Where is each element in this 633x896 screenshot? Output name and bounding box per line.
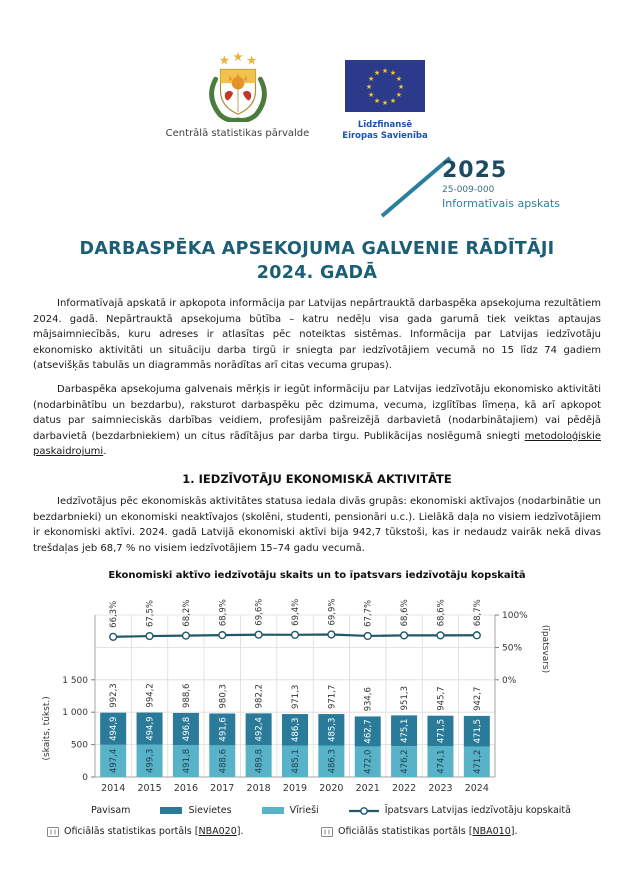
svg-text:(īpatsvars): (īpatsvars) xyxy=(540,625,550,674)
svg-text:1 500: 1 500 xyxy=(62,676,88,687)
svg-text:971,3: 971,3 xyxy=(291,685,301,710)
legend-item-īpatsvars xyxy=(349,805,571,816)
footer-item-nba010: Oficiālās statistikas portāls [NBA010]. xyxy=(317,826,601,837)
svg-text:★: ★ xyxy=(381,67,389,75)
chart-title: Ekonomiski aktīvo iedzīvotāju skaits un to īpatsvars iedzīvotāju kopskaitā xyxy=(108,570,526,582)
svg-text:2016: 2016 xyxy=(173,783,199,795)
svg-text:67,7%: 67,7% xyxy=(363,600,374,628)
svg-text:472,0: 472,0 xyxy=(363,749,374,775)
nba020-link[interactable]: NBA020 xyxy=(198,826,237,838)
methodology-link[interactable]: metodoloģiskie paskaidrojumi xyxy=(33,430,601,458)
svg-text:471,5: 471,5 xyxy=(436,719,447,744)
svg-text:★: ★ xyxy=(395,91,403,99)
eu-flag-block xyxy=(341,60,429,141)
svg-text:★: ★ xyxy=(373,96,381,105)
svg-text:471,5: 471,5 xyxy=(472,719,483,744)
paragraph-1: Informatīvajā apskatā ir apkopota informācija par Latvijas nepārtrauktā darbaspēka apsekojuma rezultātiem 2024. gadā. Nepārtrauktā apsekojuma būtība – katru nedēļu visa gada garumā tiek veiktas aptaujas mājsaimniecībās, kuru adreses ir atlasītas pēc noteiktas sistēmas. Informācija par Latvijas iedzīvotāju ekonomisko aktivitāti un situāciju darba tirgū ir sniegta par iedzīvotājiem vecumā no 15 līdz 74 gadiem (atsevišķās tabulās un diagrammās norādītas arī citas vecuma grupas). xyxy=(33,298,601,372)
svg-text:★: ★ xyxy=(367,75,375,83)
svg-text:★: ★ xyxy=(218,52,230,68)
svg-text:100%: 100% xyxy=(502,611,528,622)
svg-text:462,7: 462,7 xyxy=(363,719,374,744)
svg-text:★: ★ xyxy=(373,69,381,78)
svg-text:69,6%: 69,6% xyxy=(254,598,265,627)
legend-item-pavisam xyxy=(63,805,130,816)
svg-text:68,9%: 68,9% xyxy=(218,599,229,627)
svg-text:485,3: 485,3 xyxy=(327,717,338,743)
svg-text:(skaits, tūkst.): (skaits, tūkst.) xyxy=(42,696,52,761)
svg-text:★: ★ xyxy=(397,83,405,91)
csb-logo-block xyxy=(160,52,315,139)
svg-text:489,8: 489,8 xyxy=(254,749,265,774)
paragraph-2: Darbaspēka apsekojuma galvenais mērķis ir iegūt informāciju par Latvijas iedzīvotāju ekonomisko aktivitāti (nodarbinātību un bezdarbu), raksturot darbaspēku pēc dzimuma, vecuma, izglītības līmeņa, kā arī apkopot datus par saimnieciskās darbības veidiem, profesijām pašreizējā darbavietā (nodarbinātajiem) vai pēdējā darbavietā (bezdarbniekiem) un citus rādītājus par darba tirgu. Publikācijas noslēgumā sniegti metodoloģiskie paskaidrojumi. xyxy=(33,383,601,458)
svg-text:476,2: 476,2 xyxy=(400,749,411,775)
svg-text:486,3: 486,3 xyxy=(327,749,338,774)
svg-text:971,7: 971,7 xyxy=(327,685,338,710)
svg-text:66,3%: 66,3% xyxy=(109,601,120,629)
svg-text:2019: 2019 xyxy=(282,783,308,795)
svg-text:934,6: 934,6 xyxy=(363,687,374,712)
legend-label: Īpatsvars Latvijas iedzīvotāju kopskaitā xyxy=(384,805,571,817)
legend-label: Sievietes xyxy=(188,805,232,817)
svg-text:486,3: 486,3 xyxy=(291,717,301,743)
svg-text:1 000: 1 000 xyxy=(62,708,88,719)
page-title: DARBASPĒKA APSEKOJUMA GALVENIE RĀDĪTĀJI 2024. GADĀ xyxy=(79,239,555,283)
svg-text:980,3: 980,3 xyxy=(218,684,229,709)
section-1-heading: 1. IEDZĪVOTĀJU EKONOMISKĀ AKTIVITĀTE xyxy=(182,471,452,486)
line-marker-icon xyxy=(349,806,379,816)
svg-text:0%: 0% xyxy=(502,676,517,687)
svg-text:982,2: 982,2 xyxy=(254,684,265,709)
publication-type: Informatīvais apskats xyxy=(442,197,560,210)
svg-text:68,6%: 68,6% xyxy=(436,599,447,627)
publication-year: 2025 xyxy=(442,158,508,183)
paragraph-3: Iedzīvotājus pēc ekonomiskās aktivitātes statusa iedala divās grupās: ekonomiski aktīvajos (nodarbinātie un bezdarbnieki) un ekonomiski neaktīvajos (skolēni, studenti, pensionāri u.c.). Lielākā daļa no visiem iedzīvotājiem ir ekonomiski aktīvi. 2024. gadā Latvijā ekonomiski aktīvi bija 942,7 tūkstoši, kas ir nedaudz vairāk nekā divas trešdaļas jeb 68,7 % no visiem iedzīvotājiem 15–74 gadu vecumā. xyxy=(33,495,601,554)
svg-text:491,8: 491,8 xyxy=(181,749,192,774)
legend-label: Vīrieši xyxy=(289,805,319,817)
svg-text:2017: 2017 xyxy=(210,783,235,795)
svg-text:471,2: 471,2 xyxy=(472,749,483,775)
legend-item-vīrieši xyxy=(262,805,319,816)
svg-text:69,4%: 69,4% xyxy=(291,599,301,627)
eu-flag-icon xyxy=(345,60,425,112)
svg-text:★: ★ xyxy=(381,99,389,107)
svg-text:2021: 2021 xyxy=(355,783,380,795)
eu-flag-caption: Līdzfinansē Eiropas Savienība xyxy=(342,120,428,141)
svg-text:★: ★ xyxy=(395,75,403,83)
svg-text:945,7: 945,7 xyxy=(436,686,447,712)
legend-swatch xyxy=(160,807,182,814)
svg-text:★: ★ xyxy=(367,91,375,99)
svg-text:67,5%: 67,5% xyxy=(145,600,156,628)
svg-text:2015: 2015 xyxy=(137,783,162,795)
svg-text:494,9: 494,9 xyxy=(109,716,120,742)
org-name: Centrālā statistikas pārvalde xyxy=(165,128,310,139)
publication-code: 25-009-000 xyxy=(442,185,495,195)
activity-chart-svg xyxy=(35,585,595,799)
svg-text:499,3: 499,3 xyxy=(145,748,156,774)
svg-text:500: 500 xyxy=(70,740,88,751)
document-body xyxy=(33,296,601,837)
svg-text:68,2%: 68,2% xyxy=(181,599,192,627)
legend-swatch xyxy=(262,807,284,814)
publication-info xyxy=(378,152,608,230)
svg-text:★: ★ xyxy=(389,69,397,78)
svg-text:★: ★ xyxy=(389,96,397,105)
svg-text:2022: 2022 xyxy=(391,783,417,795)
svg-text:491,6: 491,6 xyxy=(218,717,229,742)
svg-text:68,7%: 68,7% xyxy=(472,599,483,627)
svg-text:2020: 2020 xyxy=(319,783,344,795)
svg-text:69,9%: 69,9% xyxy=(327,598,338,626)
svg-text:942,7: 942,7 xyxy=(472,686,483,712)
footer-item-nba020: Oficiālās statistikas portāls [NBA020]. xyxy=(33,826,317,837)
svg-text:994,2: 994,2 xyxy=(145,683,156,708)
chart-legend xyxy=(33,805,601,816)
svg-text:50%: 50% xyxy=(502,643,523,654)
legend-item-sievietes xyxy=(160,805,231,816)
portal-icon xyxy=(47,827,59,837)
svg-text:475,1: 475,1 xyxy=(400,718,411,744)
svg-text:492,4: 492,4 xyxy=(254,717,265,742)
svg-text:494,9: 494,9 xyxy=(145,716,156,742)
svg-text:★: ★ xyxy=(365,83,373,91)
svg-text:68,6%: 68,6% xyxy=(400,599,411,627)
svg-text:★: ★ xyxy=(245,52,257,68)
svg-text:488,6: 488,6 xyxy=(218,749,229,774)
legend-swatch xyxy=(63,807,85,814)
portal-icon xyxy=(321,827,333,837)
svg-text:2018: 2018 xyxy=(246,783,271,795)
svg-text:474,1: 474,1 xyxy=(436,749,447,775)
svg-text:2023: 2023 xyxy=(428,783,453,795)
nba010-link[interactable]: NBA010 xyxy=(472,826,511,838)
svg-text:497,4: 497,4 xyxy=(109,749,120,774)
footer-links xyxy=(33,826,601,837)
csb-coat-of-arms-icon xyxy=(194,52,282,122)
svg-text:2024: 2024 xyxy=(464,783,489,795)
svg-text:2014: 2014 xyxy=(101,783,126,795)
activity-chart xyxy=(35,585,601,803)
svg-text:★: ★ xyxy=(231,52,244,64)
svg-text:988,6: 988,6 xyxy=(181,683,192,709)
svg-text:951,3: 951,3 xyxy=(400,686,411,711)
svg-text:485,1: 485,1 xyxy=(291,749,301,774)
svg-text:992,3: 992,3 xyxy=(109,683,120,709)
svg-text:496,8: 496,8 xyxy=(181,717,192,742)
legend-label: Pavisam xyxy=(91,805,131,817)
svg-text:0: 0 xyxy=(82,773,88,784)
